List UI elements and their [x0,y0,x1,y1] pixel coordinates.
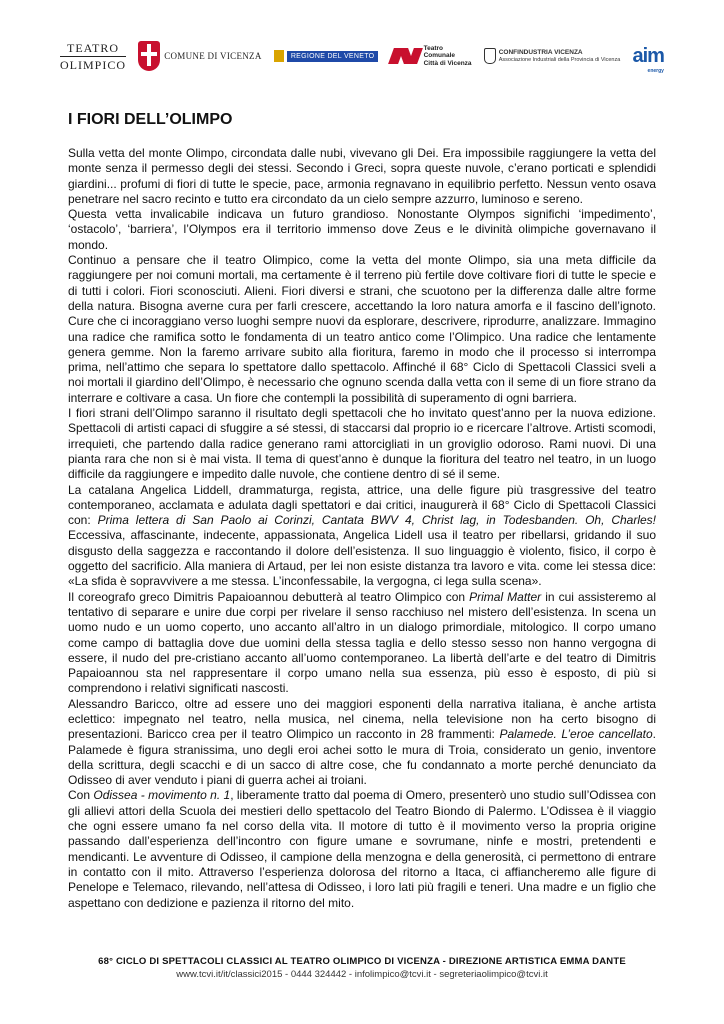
paragraph-6-text-b: in cui assisteremo al tentativo di separare e unire due corpi per rivelare il senso racchiuso nel mistero dell’esistenza. In scena un uomo nudo e un uomo coperto, uno accanto all’altro in un dialogo primordiale, mitologico. Il corpo umano come campo di battaglia dove due uomini della stessa taglia e dello stesso sesso non hanno vergogna di essere, il nudo del pre-cristiano accanto all’uomo contemporaneo. La libertà dell’arte e del teatro di Dimitris Papaioannou sta nel rappresentare il corpo umano nella sua essenza, più esso è esposto, di più si comprendono i relativi significati nascosti. [68,589,657,696]
confindustria-text [499,49,621,64]
paragraph-4: I fiori strani dell’Olimpo saranno il risultato degli spettacoli che ho invitato quest’anno per la nuova edizione. Spettacoli di artisti capaci di sfuggire a sé stessi, di staccarsi dal proprio io e ricercare l’altrove. Artisti scomodi, irrequieti, che partendo dalla radice generano rami attorcigliati in un groviglio odoroso. Rami nuovi. Di una pianta rara che non si è mai vista. Il tema di quest’anno è dunque la fioritura del teatro nel teatro, in un luogo difficile da raggiungere e impedito dalle nuvole, che contiene dentro di sé il seme. [68,406,656,482]
vicenza-crest-icon [138,41,160,71]
footer-title: 68° CICLO DI SPETTACOLI CLASSICI AL TEATRO OLIMPICO DI VICENZA - DIREZIONE ARTISTICA EMMA DANTE [98,956,626,967]
paragraph-5-text-b: Eccessiva, affascinante, indecente, appassionata, Angelica Lidell usa il teatro per ribellarsi, gridando il suo disgusto della saggezza e raccontando il dolore dell’esistenza. Il suo linguaggio è violento, fisico, il corpo è oggetto del sacrificio. Alla maniera di Artaud, per lei non esiste distanza tra lavoro e vita. come lei stessa dice: «La sfida è sopravvivere a me stessa. L’inconfessabile, la vergogna, ci lega sulla scena». [68,528,656,589]
paragraph-6 [68,590,656,697]
regione-veneto-logo [274,50,379,62]
paragraph-6-title: Primal Matter [469,589,542,604]
confindustria-label: CONFINDUSTRIA VICENZA [498,48,583,56]
footer-contacts: www.tcvi.it/it/classici2015 - 0444 324442 - infolimpico@tcvi.it - segreteriaolimpico@tcvi.it [176,969,548,980]
paragraph-8 [68,788,656,910]
paragraph-8-title: Odissea - movimento n. 1 [93,788,231,803]
paragraph-7 [68,697,656,789]
footer [0,956,724,980]
teatro-olimpico-logo [60,40,126,73]
paragraph-7-text-a: Alessandro Baricco, oltre ad essere uno dei maggiori esponenti della narrativa italiana, è anche artista eclettico: impegnato nel teatro, nella musica, nel cinema, nella televisione non ha certo bisogno di presentazioni. Baricco crea per il teatro Olimpico un racconto in 28 frammenti: [68,696,656,742]
confindustria-crest-icon [484,48,496,64]
regione-label: REGIONE DEL VENETO [287,51,379,62]
confindustria-sub: Associazione Industriali della Provincia di Vicenza [498,56,621,63]
confindustria-logo [484,48,621,64]
paragraph-7-title: Palamede. L’eroe cancellato [499,727,653,742]
paragraph-7-text-b: . Palamede è figura stranissima, uno degli eroi achei sotto le mura di Troia, considerato un genio, inventore della scrittura, degli scacchi e di un sacco di altre cose, che fu condannato a morte perché denunciato da Odisseo di aver venduto i piani di guerra achei ai troiani. [68,727,656,788]
page-title: I FIORI DELL’OLIMPO [68,111,233,128]
paragraph-3: Continuo a pensare che il teatro Olimpico, come la vetta del monte Olimpo, sia una meta difficile da raggiungere per noi comuni mortali, ma certamente è il terreno più fertile dove coltivare fiori di tutte le specie e di tutti i colori. Fiori sconosciuti. Alieni. Fiori diversi e strani, che scuotono per la differenza dalle altre forme della natura. Bisogna averne cura per farli crescere, accettando la loro natura amorfa e il fascino dell’ignoto. Cure che ci incoraggiano verso luoghi sempre nuovi da esplorare, descrivere, riprodurre, analizzare. Immagino una radice che ramifica sotto le fondamenta di un teatro antico come l’Olimpico. Una radice che lentamente genera gemme. Non la faremo arrivare subito alla fioritura, faremo in modo che il processo si interrompa prima, nell’attimo che separa lo spettatore dallo spettacolo. Affinché il 68° Ciclo di Spettacoli Classici sveli a noi mortali il giardino dell’Olimpo, è necessario che ognuno scenda dalla vetta con il seme di un fiore strano da interrare e coltivare a casa. Un fiore che contempli la possibilità di superamento di ogni barriera. [68,253,656,405]
tcv-line3: Città di Vicenza [423,59,472,67]
header-logos [60,36,664,76]
aim-label: aim [632,44,664,67]
comune-label: COMUNE DI VICENZA [164,51,262,61]
teatro-logo-line1: TEATRO [60,40,126,57]
paragraph-2: Questa vetta invalicabile indicava un futuro grandioso. Nonostante Olympos significhi ‘impedimento’, ‘ostacolo’, ‘barriera’, l’Olympos era il territorio immenso dove Zeus e le divinità olimpiche governavano il mondo. [68,207,656,252]
paragraph-5-text-a: La catalana Angelica Liddell, drammaturga, regista, attrice, una delle figure più trasgressive del teatro contemporaneo, acclamata e adulata dagli spettatori e dai critici, inaugurerà il 68° Ciclo di Spettacoli Classici con: [68,482,656,528]
tcv-line1: Teatro [423,44,443,52]
paragraph-1: Sulla vetta del monte Olimpo, circondata dalle nubi, vivevano gli Dei. Era impossibile raggiungere la vetta del monte senza il permesso degli dei stessi. Secondo i Greci, sopra queste nuvole, c’erano porticati e splendidi giardini... profumi di fiori di tutte le specie, pace, armonia regnavano in equilibrio perfetto. Nessun vento osava penetrare nel sacro recinto e tutto era circondato da un cielo sempre azzurro, luminoso e sereno. [68,146,656,206]
aim-sub: energy [647,67,664,74]
paragraph-5-title: Prima lettera di San Paolo ai Corinzi, Cantata BWV 4, Christ lag, in Todesbanden. Oh, Charles! [97,513,656,528]
teatro-comunale-logo [391,45,472,68]
paragraph-6-text-a: Il coreografo greco Dimitris Papaioannou debutterà al teatro Olimpico con [68,589,470,604]
tcv-mark-icon [391,46,421,66]
paragraph-8-text-a: Con [68,788,94,803]
teatro-logo-line2: OLIMPICO [60,57,127,72]
article-body [68,146,656,911]
tcv-line2: Comunale [423,52,456,60]
tcv-text [424,45,472,68]
paragraph-5 [68,483,656,590]
lion-icon [274,50,284,62]
comune-vicenza-logo [138,41,261,71]
aim-logo [632,44,664,74]
paragraph-8-text-b: , liberamente tratto dal poema di Omero, presenterò uno studio sull’Odissea con gli allievi attori della Scuola dei mestieri dello spettacolo del Teatro Biondo di Palermo. L’Odissea è il viaggio che ogni essere umano fa nel corso della vita. Il motore di tutto è il movimento verso la propria origine passando dall’esperienza dell’incontro con figure umane e sovrumane, ninfe e mostri, pretendenti e mendicanti. Le avventure di Odisseo, il campione della menzogna e della generosità, ci permettono di entrare in contatto con il mito. Attraverso l’esperienza dolorosa del ritorno a Itaca, ci affiancheremo alle figure di Penelope e Telemaco, rilevando, nell’attesa di Odisseo, i loro lati più fragili e teneri. Una madre e un figlio che aspettano con dedizione e pazienza il ritorno del mito. [68,788,656,910]
